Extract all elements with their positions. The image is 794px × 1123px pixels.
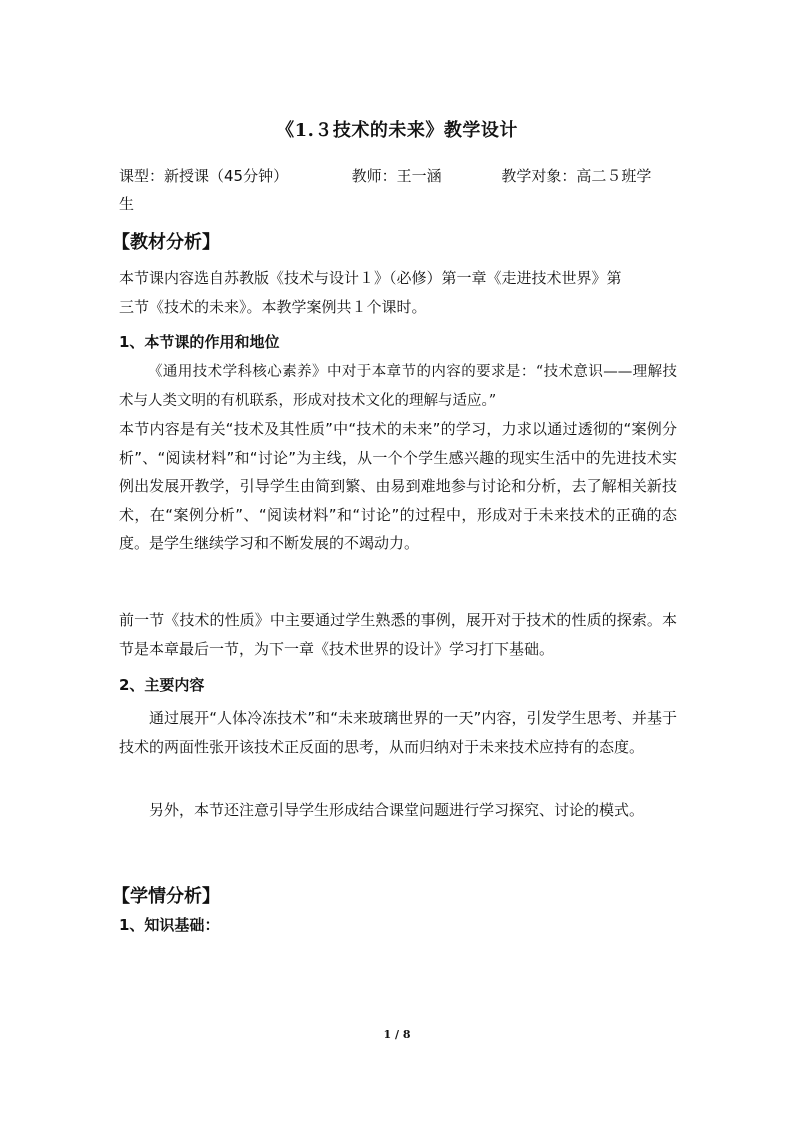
page-number: 1 / 8 — [383, 1028, 411, 1041]
document-title: 《1.３技术的未来》教学设计 — [276, 120, 518, 141]
lesson-type: 课型：新授课（45分钟） — [119, 167, 289, 185]
lesson-meta — [119, 162, 679, 218]
intro-line-1: 本节课内容选自苏教版《技术与设计１》（必修）第一章《走进技术世界》第 — [119, 269, 622, 287]
paragraph-additional — [119, 796, 677, 825]
subheading-knowledge-base: 1、知识基础： — [119, 916, 220, 934]
paragraph-previous-section — [119, 606, 677, 663]
section-heading-textbook-analysis: 【教材分析】 — [112, 232, 220, 253]
paragraph-content-description — [119, 415, 677, 558]
section-heading-learner-analysis: 【学情分析】 — [112, 886, 220, 907]
teaching-target: 教学对象：高二５班学 — [501, 167, 652, 185]
intro-line-2: 三节《技术的未来》。本教学案例共１个课时。 — [119, 297, 427, 316]
paragraph-main-content-text: 通过展开“人体冷冻技术”和“未来玻璃世界的一天”内容，引发学生思考、并基于技术的两面性张开该技术正反面的思考，从而归纳对于未来技术应持有的态度。 — [119, 709, 677, 756]
paragraph-core-literacy-text: 《通用技术学科核心素养》中对于本章节的内容的要求是：“技术意识——理解技术与人类文明的有机联系，形成对技术文化的理解与适应。” — [119, 364, 677, 409]
subheading-main-content: 2、主要内容 — [119, 676, 205, 694]
subheading-role-and-position: 1、本节课的作用和地位 — [119, 333, 280, 351]
paragraph-additional-text: 另外，本节还注意引导学生形成结合课堂问题进行学习探究、讨论的模式。 — [149, 801, 645, 819]
teaching-target-cont: 生 — [119, 195, 135, 213]
paragraph-core-literacy — [119, 358, 677, 415]
intro-paragraph — [119, 264, 677, 321]
teacher-name: 教师：王一涵 — [351, 167, 442, 185]
paragraph-content-description-text: 本节内容是有关“技术及其性质”中“技术的未来”的学习，力求以通过透彻的“案例分析”、“阅读材料”和“讨论”为主线，从一个个学生感兴趣的现实生活中的先进技术实例出发展开教学，引导学生由简到繁、由易到难地参与讨论和分析，去了解相关新技术，在“案例分析”、“阅读材料”和“讨论”的过程中，形成对于未来技术的正确的态度。是学生继续学习和不断发展的不竭动力。 — [119, 420, 677, 552]
paragraph-previous-section-text: 前一节《技术的性质》中主要通过学生熟悉的事例，展开对于技术的性质的探索。本节是本章最后一节，为下一章《技术世界的设计》学习打下基础。 — [119, 611, 677, 658]
paragraph-main-content — [119, 704, 677, 761]
